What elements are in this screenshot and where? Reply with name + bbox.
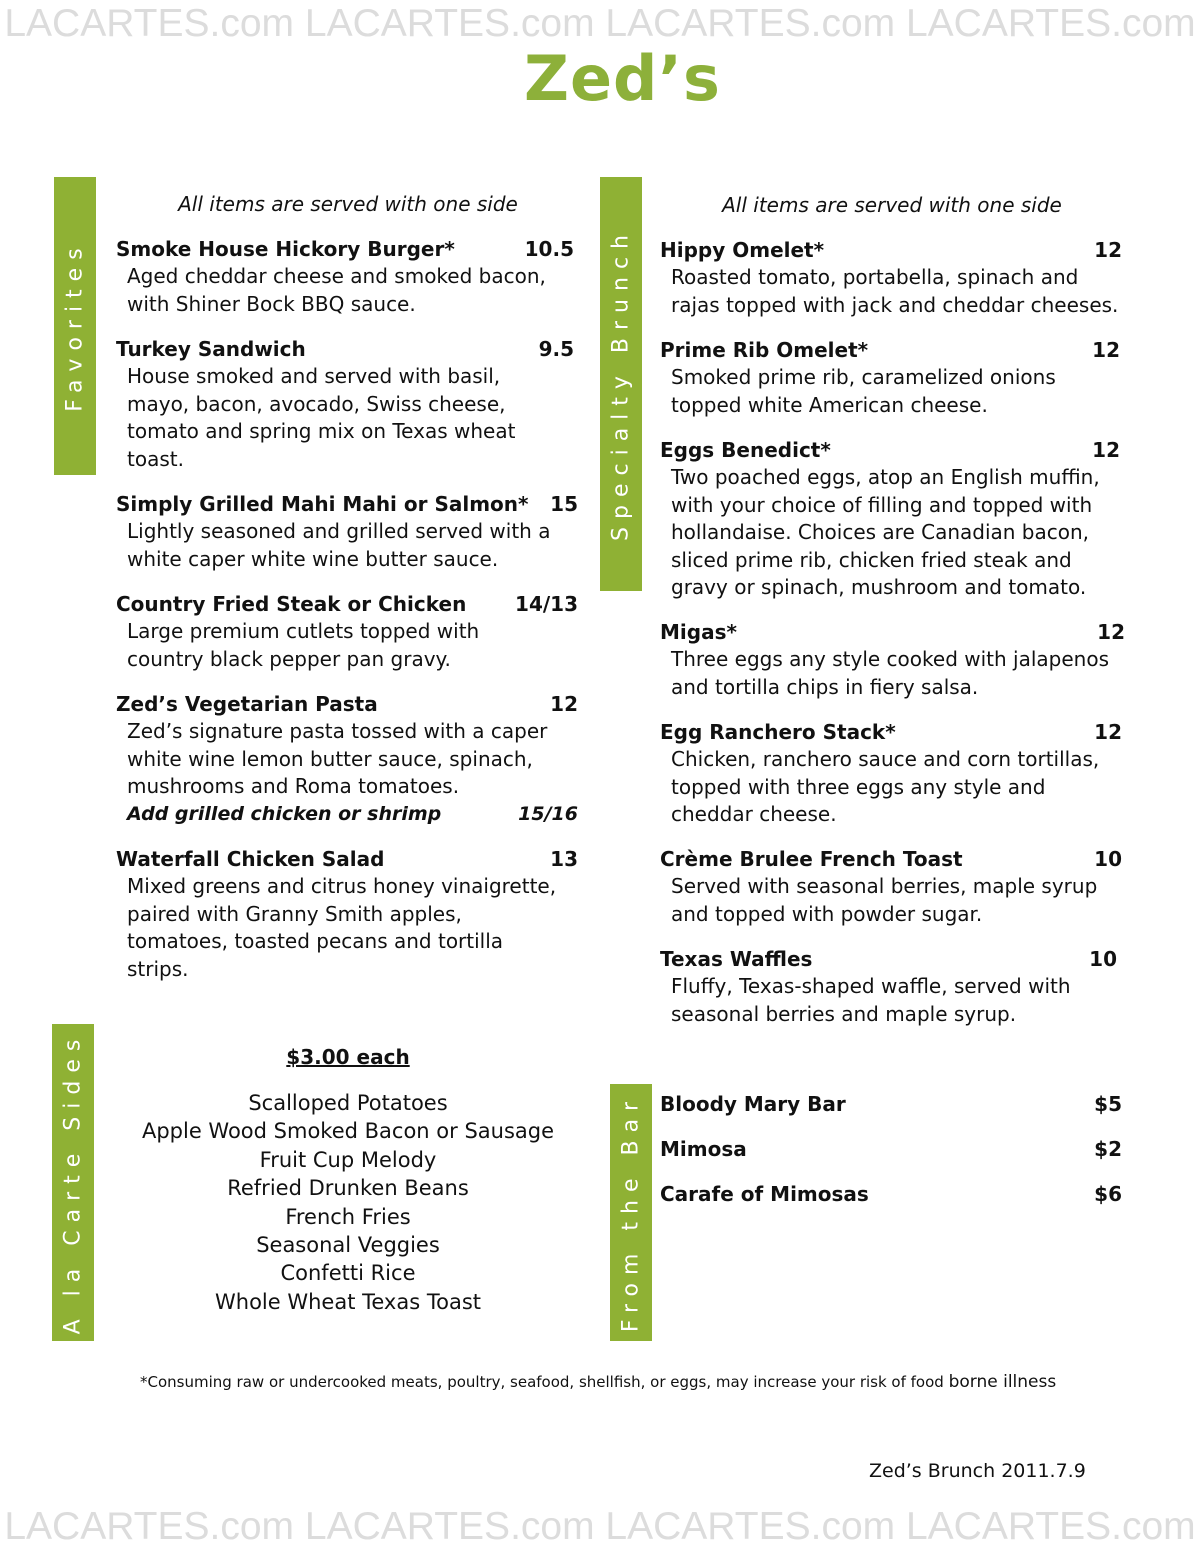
watermark-bottom: LACARTES.com LACARTES.com LACARTES.com LACARTES.com xyxy=(4,1505,1196,1548)
sides-list xyxy=(100,1089,596,1316)
favorites-note: All items are served with one side xyxy=(178,192,518,216)
item-desc-line: topped white American cheese. xyxy=(671,392,988,417)
item-desc-line: Smoked prime rib, caramelized onions xyxy=(671,365,1056,389)
item-name: Crème Brulee French Toast xyxy=(660,847,963,871)
favorites-bar xyxy=(54,177,96,475)
item-desc-line: cheddar cheese. xyxy=(671,802,837,826)
bar-item xyxy=(660,1137,1122,1161)
list-item: Scalloped Potatoes xyxy=(248,1091,448,1115)
item-price: 15 xyxy=(550,492,578,516)
item-desc-line: paired with Granny Smith apples, xyxy=(127,901,462,926)
item-price: 14/13 xyxy=(515,592,578,616)
item-price: 12 xyxy=(1092,438,1120,462)
item-price: 12 xyxy=(1097,620,1125,644)
item-price: 12 xyxy=(1094,238,1122,262)
item-desc-line: Large premium cutlets topped with xyxy=(127,619,480,643)
item-name: Country Fried Steak or Chicken xyxy=(116,592,467,616)
menu-item xyxy=(660,437,1120,602)
bar-item-name: Mimosa xyxy=(660,1137,747,1161)
specialty-bar xyxy=(600,177,642,591)
item-desc-line: Served with seasonal berries, maple syrup xyxy=(671,874,1098,898)
item-desc-line: with Shiner Bock BBQ sauce. xyxy=(127,291,416,316)
item-name: Migas* xyxy=(660,620,737,644)
list-item: Confetti Rice xyxy=(280,1261,416,1286)
bar-label: From the Bar xyxy=(618,1093,644,1332)
list-item: French Fries xyxy=(285,1204,411,1229)
sides-price: $3.00 each xyxy=(286,1045,410,1069)
item-desc-line: Chicken, ranchero sauce and corn tortillas, xyxy=(671,747,1100,771)
item-name: Simply Grilled Mahi Mahi or Salmon* xyxy=(116,492,529,516)
item-name: Turkey Sandwich xyxy=(116,337,306,361)
item-price: 13 xyxy=(550,847,578,871)
item-name: Waterfall Chicken Salad xyxy=(116,847,385,871)
disclaimer xyxy=(140,1372,1056,1392)
item-price: 10.5 xyxy=(524,237,574,261)
item-desc-line: Zed’s signature pasta tossed with a caper xyxy=(127,719,548,743)
addon-price: 15/16 xyxy=(518,802,578,825)
list-item: Refried Drunken Beans xyxy=(227,1176,469,1201)
menu-item xyxy=(660,619,1125,701)
favorites-label: Favorites xyxy=(62,240,88,412)
item-desc-line: strips. xyxy=(127,956,189,981)
menu-item xyxy=(116,591,578,673)
list-item: Fruit Cup Melody xyxy=(259,1147,437,1172)
addon-label: Add grilled chicken or shrimp xyxy=(127,802,442,825)
item-desc-line: Two poached eggs, atop an English muffin, xyxy=(671,465,1100,489)
item-desc-line: House smoked and served with basil, xyxy=(127,364,501,388)
bar-item-name: Bloody Mary Bar xyxy=(660,1092,846,1116)
item-price: 9.5 xyxy=(538,337,574,361)
bar-item xyxy=(660,1182,1122,1206)
item-desc-line: mayo, bacon, avocado, Swiss cheese, xyxy=(127,391,506,416)
item-desc-line: gravy or spinach, mushroom and tomato. xyxy=(671,575,1087,599)
item-desc-line: Mixed greens and citrus honey vinaigrette, xyxy=(127,874,557,898)
list-item: Whole Wheat Texas Toast xyxy=(215,1289,481,1314)
menu-item xyxy=(660,946,1117,1028)
item-desc-line: mushrooms and Roma tomatoes. xyxy=(127,774,460,798)
bar-item-price: $2 xyxy=(1094,1137,1122,1161)
item-desc-line: and topped with powder sugar. xyxy=(671,901,983,926)
item-desc-line: Lightly seasoned and grilled served with a xyxy=(127,519,551,543)
item-price: 12 xyxy=(550,692,578,716)
item-desc-line: and tortilla chips in fiery salsa. xyxy=(671,674,979,699)
specialty-note: All items are served with one side xyxy=(722,193,1062,217)
menu-version: Zed’s Brunch 2011.7.9 xyxy=(869,1460,1086,1482)
menu-item xyxy=(660,846,1122,928)
item-desc-line: rajas topped with jack and cheddar cheeses. xyxy=(671,292,1119,317)
bar-item-name: Carafe of Mimosas xyxy=(660,1182,869,1206)
item-name: Smoke House Hickory Burger* xyxy=(116,237,455,261)
item-desc-line: tomatoes, toasted pecans and tortilla xyxy=(127,929,504,953)
menu-item xyxy=(116,691,578,828)
item-name: Texas Waffles xyxy=(660,947,813,971)
specialty-label: Specialty Brunch xyxy=(608,227,634,541)
item-desc-line: Fluffy, Texas-shaped waffle, served with xyxy=(671,974,1071,998)
menu-item xyxy=(116,846,578,983)
item-desc-line: Aged cheddar cheese and smoked bacon, xyxy=(127,264,546,288)
bar-item-price: $5 xyxy=(1094,1092,1122,1116)
item-desc-line: Three eggs any style cooked with jalapenos xyxy=(671,647,1109,671)
item-price: 12 xyxy=(1094,720,1122,744)
item-desc-line: white caper white wine butter sauce. xyxy=(127,546,499,571)
item-desc-line: toast. xyxy=(127,446,184,471)
watermark-top: LACARTES.com LACARTES.com LACARTES.com LACARTES.com xyxy=(4,2,1196,45)
item-desc-line: hollandaise. Choices are Canadian bacon, xyxy=(671,520,1090,544)
sides-bar xyxy=(52,1024,94,1341)
menu-item xyxy=(660,337,1120,419)
bar-item-price: $6 xyxy=(1094,1182,1122,1206)
bar-item xyxy=(660,1092,1122,1116)
list-item: Seasonal Veggies xyxy=(256,1233,440,1258)
sides-label: A la Carte Sides xyxy=(60,1031,86,1334)
item-price: 10 xyxy=(1094,847,1122,871)
menu-item xyxy=(116,336,574,473)
menu-item xyxy=(660,237,1122,319)
item-price: 12 xyxy=(1092,338,1120,362)
disclaimer-end: borne illness xyxy=(948,1372,1057,1392)
item-name: Eggs Benedict* xyxy=(660,438,831,462)
disclaimer-text: *Consuming raw or undercooked meats, poultry, seafood, shellfish, or eggs, may increase your risk of food xyxy=(140,1373,944,1391)
list-item: Apple Wood Smoked Bacon or Sausage xyxy=(141,1119,555,1144)
item-name: Zed’s Vegetarian Pasta xyxy=(116,692,378,716)
item-desc-line: country black pepper pan gravy. xyxy=(127,646,451,671)
item-desc-line: white wine lemon butter sauce, spinach, xyxy=(127,746,533,771)
item-desc-line: tomato and spring mix on Texas wheat xyxy=(127,419,516,443)
menu-item xyxy=(116,491,578,573)
restaurant-logo: Zed’s xyxy=(524,42,721,115)
item-price: 10 xyxy=(1089,947,1117,971)
item-name: Prime Rib Omelet* xyxy=(660,338,869,362)
item-desc-line: topped with three eggs any style and xyxy=(671,774,1046,799)
item-desc-line: sliced prime rib, chicken fried steak and xyxy=(671,547,1072,572)
menu-item xyxy=(660,719,1122,829)
item-desc-line: Roasted tomato, portabella, spinach and xyxy=(671,265,1079,289)
item-name: Hippy Omelet* xyxy=(660,238,825,262)
item-desc-line: with your choice of filling and topped with xyxy=(671,492,1093,517)
item-desc-line: seasonal berries and maple syrup. xyxy=(671,1001,1017,1026)
menu-item xyxy=(116,236,574,318)
item-name: Egg Ranchero Stack* xyxy=(660,720,896,744)
bar-section-bar xyxy=(610,1084,652,1341)
